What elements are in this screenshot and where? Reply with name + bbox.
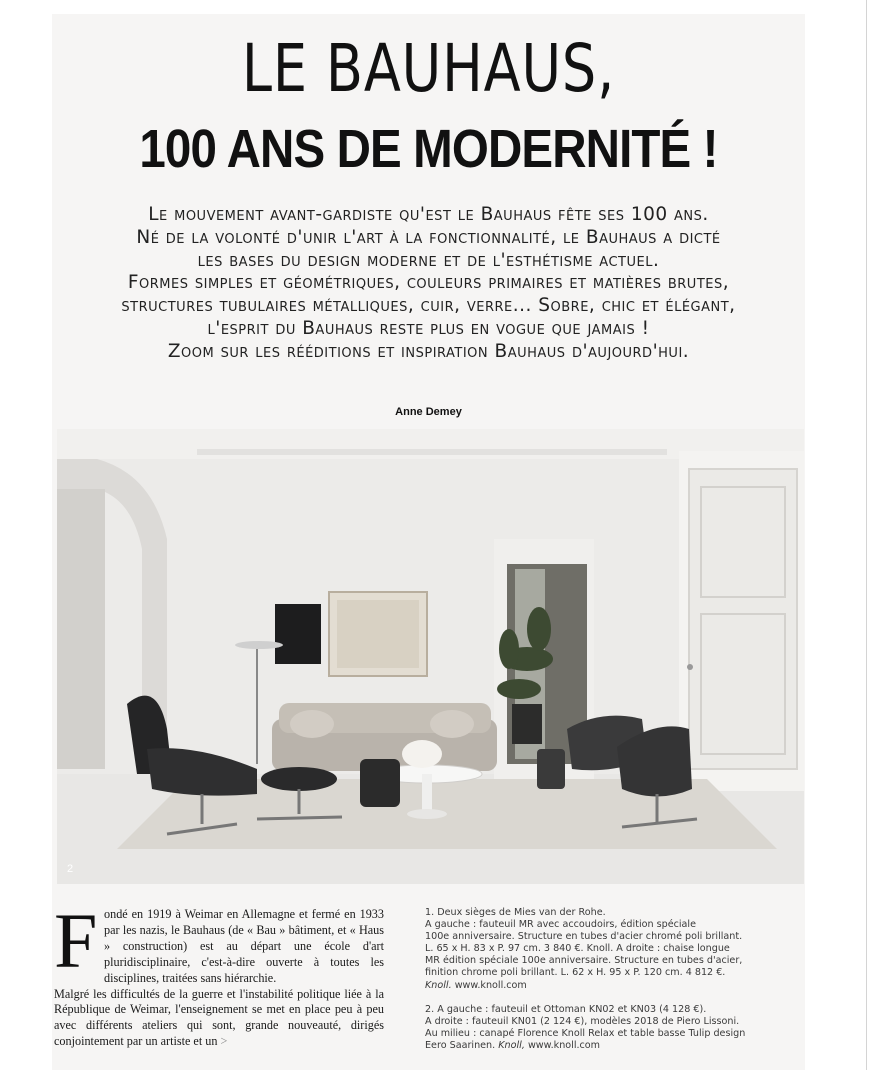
lede-line: les bases du design moderne et de l'esthétisme actuel. (197, 249, 660, 271)
caption-credit-prefix: Eero Saarinen. (425, 1039, 496, 1051)
lede-line: l'esprit du Bauhaus reste plus en vogue que jamais ! (207, 317, 650, 339)
body-paragraph-text: Malgré les difficultés de la guerre et l'instabilité politique liée à la République de Weimar, l'enseignement se met en place peu à peu avec différents ateliers qui sont, grande nouveauté, dirigés conjointement par un artiste et un (54, 986, 384, 1049)
headline-line-2: 100 ANS DE MODERNITÉ ! (139, 119, 718, 179)
caption-line: 1. Deux sièges de Mies van der Rohe. (425, 907, 606, 918)
caption-line: A droite : fauteuil KN01 (2 124 €), modèles 2018 de Piero Lissoni. (425, 1015, 740, 1027)
caption-line: 2. A gauche : fauteuil et Ottoman KN02 et KN03 (4 128 €). (425, 1003, 707, 1015)
caption-line: A gauche : fauteuil MR avec accoudoirs, édition spéciale (425, 919, 696, 931)
lede-line: Né de la volonté d'unir l'art à la fonctionnalité, le Bauhaus a dicté (136, 226, 721, 248)
drop-cap: F (54, 897, 98, 984)
author-byline: Anne Demey (395, 406, 462, 418)
photo-number-label: 2 (67, 863, 74, 875)
body-paragraph (54, 987, 384, 1051)
caption-line: Au milieu : canapé Florence Knoll Relax et table basse Tulip design (425, 1027, 746, 1039)
body-text-column (54, 897, 384, 1050)
interior-photo (57, 429, 804, 884)
caption-credit-url: www.knoll.com (454, 979, 527, 991)
caption-2 (425, 1004, 805, 1052)
caption-credit-brand: Knoll, (498, 1039, 525, 1051)
caption-column (425, 907, 805, 1064)
lede-line: Le mouvement avant-gardiste qu'est le Bauhaus fête ses 100 ans. (148, 204, 709, 225)
caption-line: finition chrome poli brillant. L. 62 x H. 95 x P. 120 cm. 4 812 €. (425, 967, 726, 979)
caption-line: L. 65 x H. 83 x P. 97 cm. 3 840 €. Knoll. A droite : chaise longue (425, 943, 730, 955)
body-paragraph: ondé en 1919 à Weimar en Allemagne et fermé en 1933 par les nazis, le Bauhaus (de « Bau » bâtiment, et « Haus » construction) est au départ une école d'art pluridisciplinaire, c'est-à-dire ouverte à toutes les disciplines, traitées sans hiérarchie. (104, 907, 384, 985)
lede-paragraph (52, 204, 805, 364)
caption-line: MR édition spéciale 100e anniversaire. Structure en tubes d'acier, (425, 955, 743, 967)
caption-1 (425, 907, 805, 992)
headline-line-1: LE BAUHAUS, (241, 30, 616, 107)
magazine-page (52, 14, 805, 1070)
caption-credit-url: www.knoll.com (527, 1039, 601, 1051)
lede-line: structures tubulaires métalliques, cuir, verre... Sobre, chic et élégant, (121, 295, 736, 317)
caption-line: 100e anniversaire. Structure en tubes d'acier chromé poli brillant. (425, 931, 743, 943)
lede-line: Zoom sur les rééditions et inspiration Bauhaus d'aujourd'hui. (167, 340, 690, 362)
lede-line: Formes simples et géométriques, couleurs primaires et matières brutes, (127, 272, 730, 294)
page-edge-divider (866, 0, 867, 1070)
continue-arrow-icon: > (220, 1034, 228, 1049)
caption-credit-brand: Knoll. (425, 979, 452, 991)
